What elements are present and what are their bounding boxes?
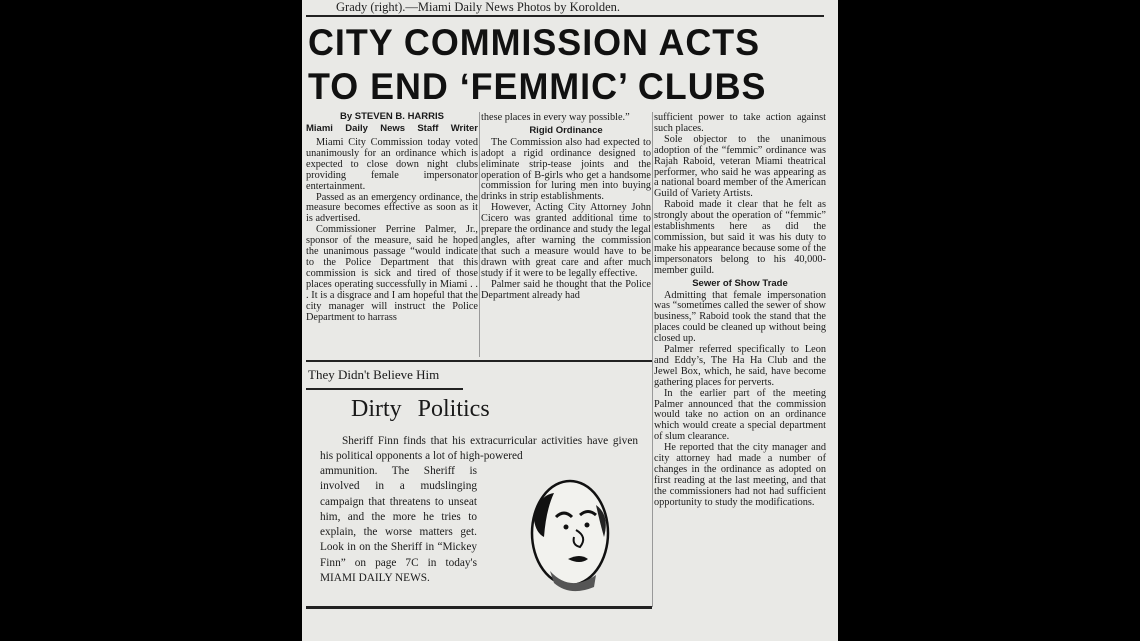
paragraph: Raboid made it clear that he felt as strongly about the operation of “femmic” establishments here as did the commission, but said it was his duty to make his appearance because some of the impersonators belong to his 40,000-member guild. (654, 199, 826, 276)
kicker-underline (306, 388, 463, 390)
box-top-rule (306, 360, 652, 362)
column-divider (479, 112, 480, 357)
byline-title: Miami Daily News Staff Writer (306, 123, 478, 134)
paragraph: He reported that the city manager and city attorney had made a number of changes in the ordinance as adopted on first reading at the last meeting, and that the commissioners had not had sufficient opportunity to study the modifications. (654, 442, 826, 508)
column-divider (652, 112, 653, 607)
byline-author: By STEVEN B. HARRIS (340, 111, 444, 122)
box-bottom-rule (306, 606, 652, 609)
paragraph: Admitting that female impersonation was “sometimes called the sewer of show business,” Raboid took the stand that the places could be cleaned up without being closed up. (654, 289, 826, 345)
paragraph: In the earlier part of the meeting Palmer announced that the commission would take no action on an ordinance which would create a special department of slum clearance. (654, 387, 826, 443)
sheriff-cartoon-illustration (524, 475, 616, 597)
paragraph: The Commission also had expected to adopt a rigid ordinance designed to eliminate strip-tease joints and the operation of B-girls who get a handsome commission for luring men into buying drinks in strip establishments. (481, 136, 651, 203)
promo-body: ammunition. The Sheriff is involved in a mudslinging campaign that threatens to unseat him, and the more he tries to explain, the worse matters get. Look in on the Sheriff in “Mickey Finn” on page 7C in today's MIAMI DAILY NEWS. (320, 465, 477, 585)
paragraph: Miami City Commission today voted unanimously for an ordinance which is expected to close down night clubs providing female impersonator entertainment. (306, 137, 478, 192)
paragraph: Sole objector to the unanimous adoption of the “femmic” ordinance was Rajah Raboid, veteran Miami theatrical performer, who said he was appearing as a national board member of the American Guild of Variety Artists. (654, 133, 826, 200)
photo-caption: Grady (right).—Miami Daily News Photos by Korolden. (336, 0, 620, 14)
paragraph: these places in every way possible.” (481, 112, 630, 123)
article-column-2 (481, 113, 651, 301)
headline-line-1: CITY COMMISSION ACTS (308, 22, 761, 63)
paragraph: Palmer referred specifically to Leon and Eddy’s, The Ha Ha Club and the Jewel Box, which, he said, have become gathering places for perverts. (654, 344, 826, 388)
promo-kicker: They Didn't Believe Him (308, 367, 440, 382)
paragraph: sufficient power to take action against such places. (654, 112, 826, 134)
paragraph: Commissioner Perrine Palmer, Jr., sponsor of the measure, said he hoped the unanimous passage “would indicate to the Police Department that this commission is sick and tired of those places operating successfully in Miami . . . It is a disgrace and I am hopeful that the city manager will instruct the Police Department to harrass (306, 224, 478, 323)
headline-line-2: TO END ‘FEMMIC’ CLUBS (308, 66, 767, 107)
newspaper-clipping (302, 0, 838, 641)
subhead: Sewer of Show Trade (692, 277, 788, 289)
paragraph: Palmer said he thought that the Police Department already had (481, 278, 651, 301)
paragraph: However, Acting City Attorney John Cicero was granted additional time to prepare the ordinance and study the legal angles, after warning the commission that such a measure would have to be drawn with great care and after much study if it were to be legally effective. (481, 202, 651, 279)
article-column-3 (654, 113, 826, 509)
paragraph: Passed as an emergency ordinance, the measure becomes effective as soon as it is advertised. (306, 191, 478, 225)
top-rule (306, 15, 824, 17)
subhead: Rigid Ordinance (529, 124, 603, 136)
promo-title: Dirty Politics (351, 396, 490, 422)
promo-intro: Sheriff Finn finds that his extracurricular activities have given his political opponents a lot of high-powered (320, 435, 638, 463)
article-column-1 (306, 111, 478, 323)
